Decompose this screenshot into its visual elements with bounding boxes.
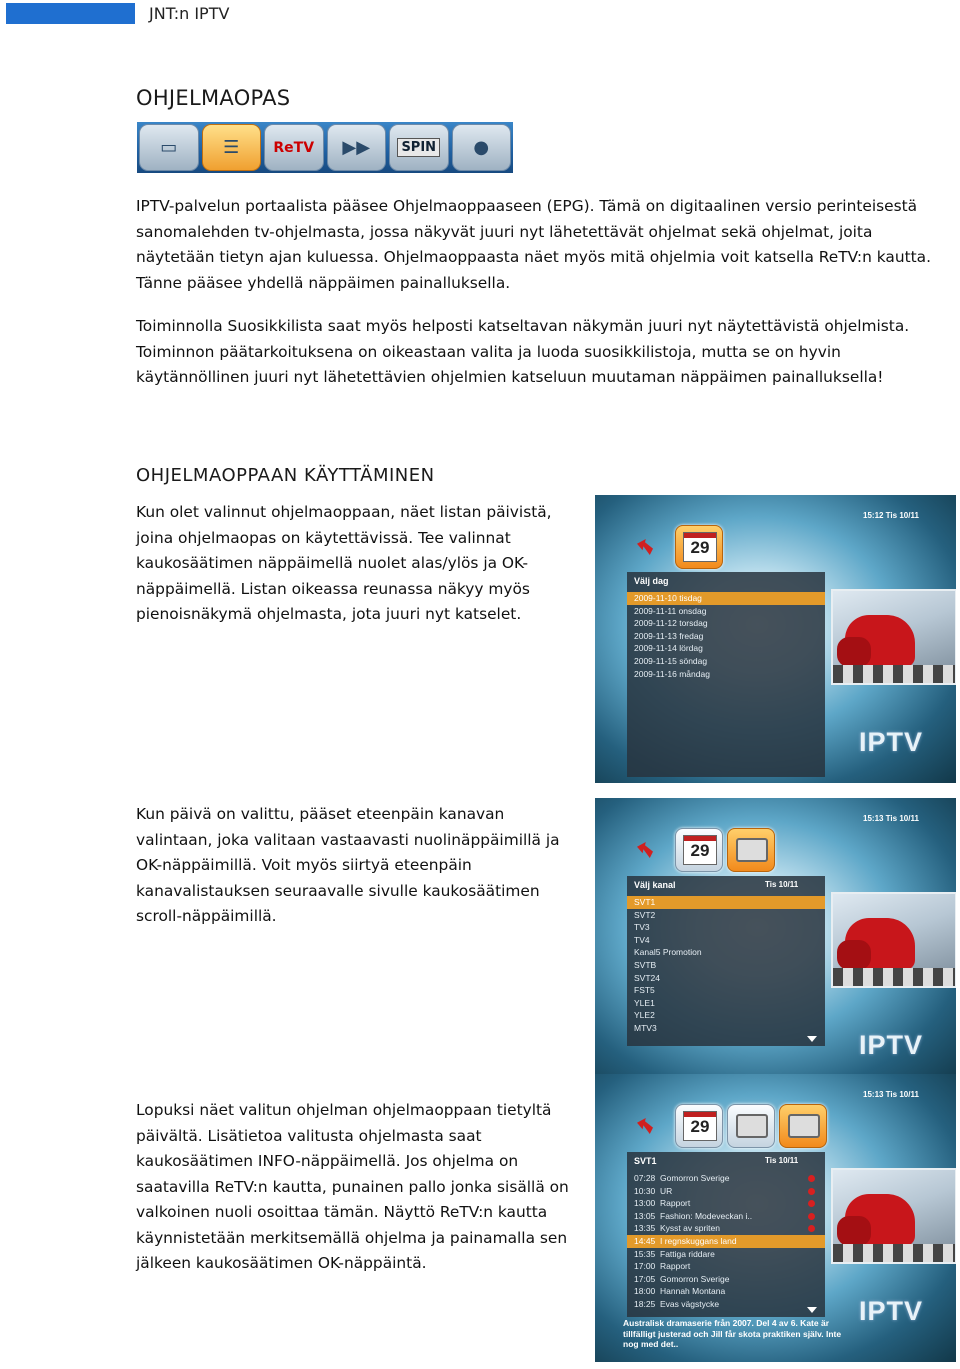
section-heading-usage: OHJELMAOPPAAN KÄYTTÄMINEN: [136, 465, 435, 486]
iptv-logo: IPTV: [859, 727, 924, 757]
list-item[interactable]: Kanal5 Promotion: [634, 947, 702, 958]
program-row[interactable]: [627, 1285, 825, 1298]
list-item[interactable]: SVTB: [634, 959, 657, 970]
program-name: Rapport: [660, 1261, 691, 1272]
program-time: 07:28: [634, 1173, 656, 1183]
list-item[interactable]: FST5: [634, 985, 655, 996]
list-item[interactable]: 2009-11-16 måndag: [634, 668, 710, 679]
program-time: 15:35: [634, 1248, 656, 1259]
fast-forward-icon: ▶▶: [327, 124, 387, 171]
list-item[interactable]: YLE1: [634, 997, 655, 1008]
program-row[interactable]: [627, 1235, 825, 1248]
portal-icon-strip: [137, 122, 513, 173]
preview-thumbnail: [831, 1168, 956, 1264]
program-name: UR: [660, 1185, 673, 1196]
back-arrow-icon: [637, 1118, 653, 1134]
back-arrow-icon: [637, 539, 653, 555]
clock-label: 15:13 Tis 10/11: [863, 1090, 919, 1099]
panel-date: Tis 10/11: [765, 1156, 799, 1165]
program-name: Evas vägstycke: [660, 1298, 720, 1309]
program-row[interactable]: [627, 1222, 825, 1235]
favorites-paragraph: Toiminnolla Suosikkilista saat myös helposti katseltavan näkymän juuri nyt näytettävistä ohjelmista. Toiminnon päätarkoituksena on oikeastaan valita ja luoda suosikkilistoja, mutta se on hyvin käytännöllinen juuri nyt lähetettävien ohjelmien katseluun muutaman näppäimen painalluksella!: [136, 317, 910, 386]
program-time: 18:00: [634, 1286, 656, 1297]
scroll-down-icon: [807, 1036, 817, 1042]
list-item[interactable]: TV3: [634, 922, 650, 933]
retv-icon: ReTV: [264, 124, 324, 171]
program-row[interactable]: [627, 1185, 825, 1198]
list-item[interactable]: YLE2: [634, 1010, 655, 1021]
tv-icon: ▭: [139, 124, 199, 171]
program-time: 17:05: [634, 1273, 656, 1284]
list-item[interactable]: SVT24: [634, 972, 660, 983]
retv-indicator-icon: [808, 1175, 815, 1182]
program-time: 14:45: [634, 1235, 656, 1246]
header-title: JNT:n IPTV: [149, 4, 230, 23]
iptv-logo: IPTV: [859, 1296, 924, 1326]
program-row[interactable]: [627, 1172, 825, 1185]
program-name: Fattiga riddare: [660, 1248, 715, 1259]
tv-channel-icon: [727, 828, 775, 872]
retv-indicator-icon: [808, 1213, 815, 1220]
epg-guide-icon: ☰: [202, 124, 262, 171]
clock-label: 15:12 Tis 10/11: [863, 511, 919, 520]
list-item[interactable]: 2009-11-14 lördag: [634, 643, 703, 654]
list-item[interactable]: SVT1: [627, 896, 825, 909]
back-arrow-icon: [637, 842, 653, 858]
list-item[interactable]: TV4: [634, 934, 650, 945]
panel-title: Välj kanal: [634, 880, 676, 890]
spin-icon: SPIN: [389, 124, 449, 171]
program-row[interactable]: [627, 1260, 825, 1273]
tv-channel-icon: [727, 1104, 775, 1148]
program-list-panel: [627, 1152, 825, 1317]
clock-label: 15:13 Tis 10/11: [863, 814, 919, 823]
list-item[interactable]: 2009-11-10 tisdag: [627, 592, 825, 605]
program-time: 18:25: [634, 1298, 656, 1309]
screenshot-day-selection: [595, 495, 956, 783]
program-row[interactable]: [627, 1273, 825, 1286]
list-item[interactable]: 2009-11-12 torsdag: [634, 618, 708, 629]
program-name: Fashion: Modeveckan i..: [660, 1210, 753, 1221]
preview-thumbnail: [831, 892, 956, 988]
program-name: Rapport: [660, 1198, 691, 1209]
program-name: Gomorron Sverige: [660, 1273, 730, 1284]
program-name: I regnskuggans land: [660, 1235, 737, 1246]
day-list-panel: [627, 572, 825, 777]
program-row[interactable]: [627, 1298, 825, 1311]
program-time: 13:35: [634, 1223, 656, 1234]
preview-thumbnail: [831, 589, 956, 685]
program-list-icon: [779, 1104, 827, 1148]
screenshot-channel-selection: [595, 798, 956, 1086]
retv-indicator-icon: [808, 1225, 815, 1232]
program-time: 17:00: [634, 1261, 656, 1272]
scroll-down-icon: [807, 1307, 817, 1313]
program-info-text: Australisk dramaserie från 2007. Del 4 av 6. Kate är tillfälligt justerad och Jill får skota praktiken själv. Inte nog med det..: [623, 1318, 842, 1349]
program-name: Hannah Montana: [660, 1286, 726, 1297]
list-item[interactable]: 2009-11-15 söndag: [634, 655, 708, 666]
program-row[interactable]: [627, 1248, 825, 1261]
channel-select-paragraph: Kun päivä on valittu, pääset eteenpäin kanavan valintaan, joka valitaan vastaavasti nuolinäppäimillä ja OK-näppäimillä. Voit myös siirtyä eteenpäin kanavalistauksen seuraavalle sivulle kaukosäätimen scroll-näppäimillä.: [136, 805, 560, 925]
panel-title: Välj dag: [634, 576, 669, 586]
program-time: 10:30: [634, 1185, 656, 1196]
calendar-icon: 29: [675, 828, 723, 872]
iptv-logo: IPTV: [859, 1030, 924, 1060]
user-icon: ●: [452, 124, 512, 171]
section-heading-ohjelmaopas: OHJELMAOPAS: [136, 86, 291, 110]
screenshot-program-list: [595, 1074, 956, 1362]
retv-indicator-icon: [808, 1200, 815, 1207]
program-name: Gomorron Sverige: [660, 1173, 730, 1183]
calendar-icon: 29: [675, 1104, 723, 1148]
list-item[interactable]: SVT2: [634, 909, 656, 920]
program-time: 13:00: [634, 1198, 656, 1209]
program-row[interactable]: [627, 1210, 825, 1223]
program-name: Kysst av spriten: [660, 1223, 720, 1234]
channel-list-panel: [627, 876, 825, 1046]
list-item[interactable]: 2009-11-11 onsdag: [634, 605, 707, 616]
panel-date: Tis 10/11: [765, 880, 799, 889]
header-accent-bar: [6, 3, 135, 24]
calendar-icon: 29: [675, 525, 723, 569]
retv-indicator-icon: [808, 1188, 815, 1195]
day-select-paragraph: Kun olet valinnut ohjelmaoppaan, näet listan päivistä, joina ohjelmaopas on käytettävissä. Tee valinnat kaukosäätimen näppäimellä nuolet alas/ylös ja OK-näppäimellä. Listan oikeassa reunassa näkyy myös pienoisnäkymä ohjelmasta, jota juuri nyt katselet.: [136, 503, 552, 623]
program-time: 13:05: [634, 1210, 656, 1221]
panel-title: SVT1: [634, 1156, 657, 1166]
program-list-paragraph: Lopuksi näet valitun ohjelman ohjelmaoppaan tietyltä päivältä. Lisätietoa valitusta ohjelmasta saat kaukosäätimen INFO-näppäimellä. Jos ohjelma on saatavilla ReTV:n kautta, punainen pallo jonka sisällä on valkoinen nuoli osoittaa tämän. Näyttö ReTV:n kautta käynnistetään merkitsemällä ohjelma ja painamalla sen jälkeen kaukosäätimen OK-näppäintä.: [136, 1101, 569, 1272]
list-item[interactable]: MTV3: [634, 1022, 657, 1033]
list-item[interactable]: 2009-11-13 fredag: [634, 630, 704, 641]
program-row[interactable]: [627, 1197, 825, 1210]
intro-paragraph: IPTV-palvelun portaalista pääsee Ohjelmaoppaaseen (EPG). Tämä on digitaalinen versio perinteisestä sanomalehden tv-ohjelmasta, jossa näkyvät juuri nyt lähetettävät ohjelmat sekä ohjelmat, joita näytetään tietyn ajan kuluessa. Ohjelmaoppaasta näet myös mitä ohjelmia voit katsella ReTV:n kautta. Tänne pääsee yhdellä näppäimen painalluksella.: [136, 197, 931, 292]
